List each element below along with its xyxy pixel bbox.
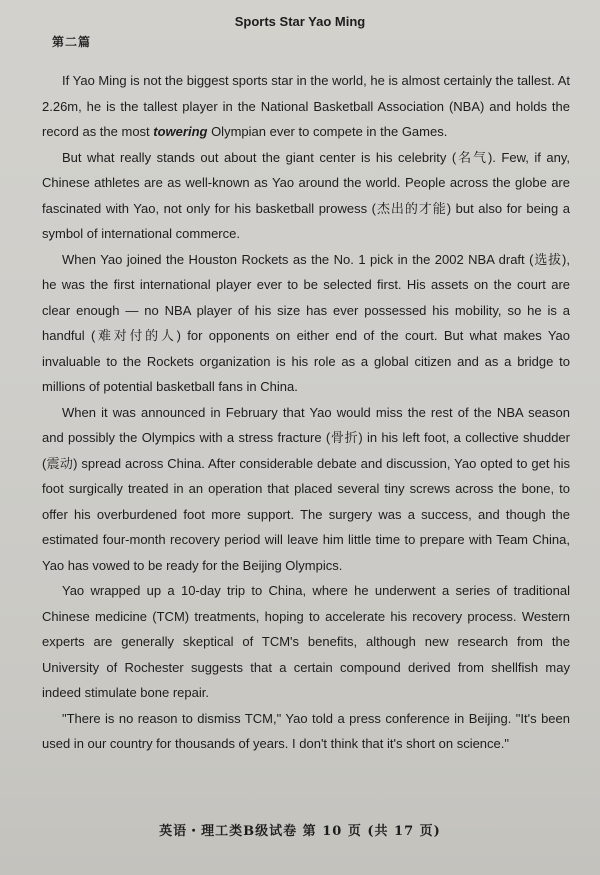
article-title: Sports Star Yao Ming (234, 14, 366, 29)
article-body (42, 68, 570, 757)
emphasized-word: towering (153, 124, 208, 139)
paragraph-2: But what really stands out about the giant center is his celebrity (名气). Few, if any, Chinese athletes are as well-known as Yao around the world. People across the globe are fascinated with Yao, not only for his basketball prowess (杰出的才能) but also for being a symbol of international commerce. (42, 149, 570, 241)
page-footer: 英语・理工类B级试卷 第 10 页 (共 17 页) (159, 824, 441, 839)
paragraph-1-text-a: If Yao Ming is not the biggest sports star in the world, he is almost certainly the tallest. At 2.26m, he is the tallest player in the National Basketball Association (NBA) and holds the record as the most (42, 73, 570, 139)
section-label: 第二篇 (52, 35, 92, 49)
paragraph-6: "There is no reason to dismiss TCM," Yao told a press conference in Beijing. "It's been used in our country for thousands of years. I don't think that it's short on science." (42, 710, 570, 751)
paragraph-1 (42, 68, 570, 145)
paragraph-3: When Yao joined the Houston Rockets as the No. 1 pick in the 2002 NBA draft (选拔), he was the first international player ever to be selected first. His assets on the court are clear enough — no NBA player of his size has ever possessed his mobility, so he is a handful (难对付的人) for opponents on either end of the court. But what makes Yao invaluable to the Rockets organization is his role as a global citizen and as a bridge to millions of potential basketball fans in China. (42, 251, 570, 394)
paragraph-5: Yao wrapped up a 10-day trip to China, where he underwent a series of traditional Chinese medicine (TCM) treatments, hoping to accelerate his recovery process. Western experts are generally skeptical of TCM's benefits, although new research from the University of Rochester suggests that a certain compound derived from shellfish may indeed stimulate bone repair. (42, 583, 570, 700)
paragraph-1-text-b: Olympian ever to compete in the Games. (207, 124, 448, 139)
paragraph-4: When it was announced in February that Yao would miss the rest of the NBA season and possibly the Olympics with a stress fracture (骨折) in his left foot, a collective shudder (震动) spread across China. After considerable debate and discussion, Yao opted to get his foot surgically treated in an operation that placed several tiny screws across the bone, to offer his overburdened foot more support. The surgery was a success, and though the estimated four-month recovery period will leave him little time to prepare with Team China, Yao has vowed to be ready for the Beijing Olympics. (42, 404, 570, 573)
